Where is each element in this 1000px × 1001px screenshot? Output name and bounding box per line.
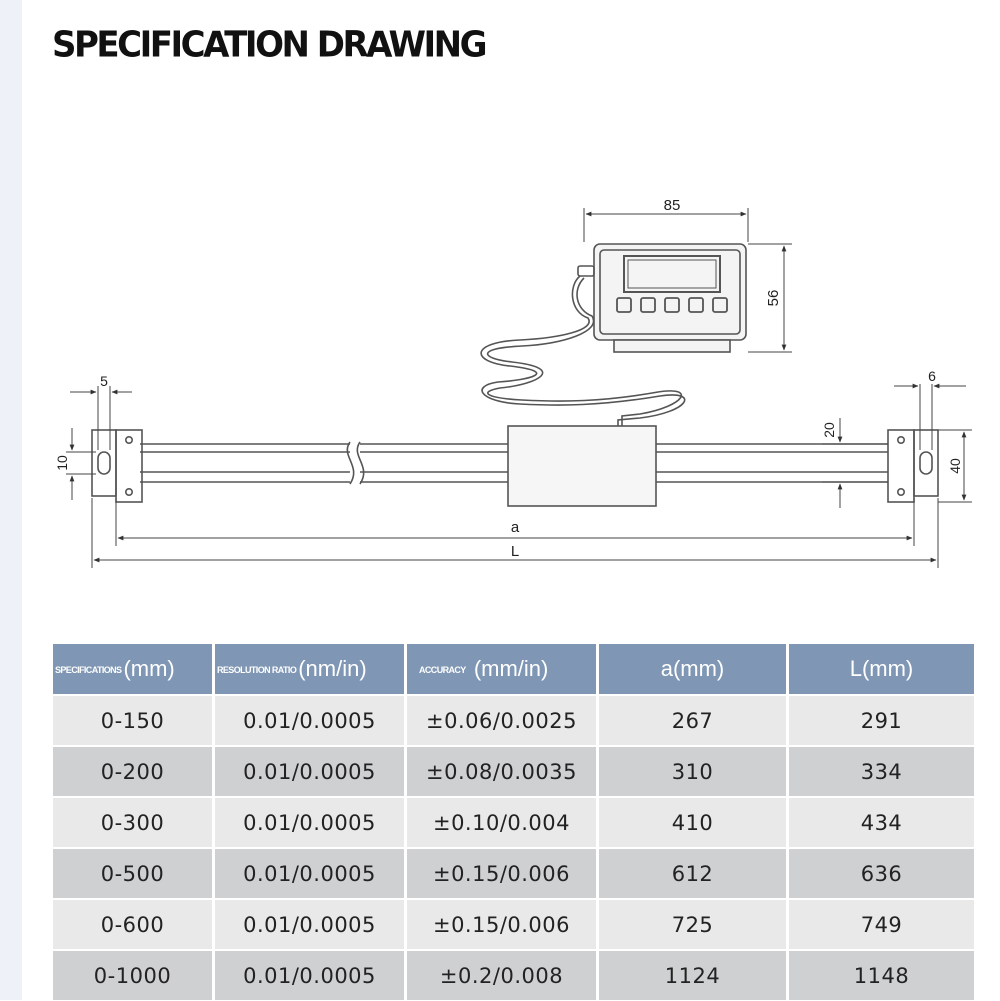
cell-spec: 0-300 [52, 797, 214, 848]
cell-accuracy: ±0.15/0.006 [406, 848, 598, 899]
cell-spec: 0-500 [52, 848, 214, 899]
header-a: a(mm) [598, 644, 788, 695]
cell-resolution: 0.01/0.0005 [214, 848, 406, 899]
table-row [52, 797, 976, 848]
specification-table [50, 644, 977, 1001]
digital-readout-display [578, 244, 746, 352]
cell-a: 1124 [598, 950, 788, 1001]
dim-label-85: 85 [663, 197, 681, 214]
dim-label-56: 56 [765, 289, 782, 307]
cell-accuracy: ±0.08/0.0035 [406, 746, 598, 797]
cell-L: 636 [788, 848, 976, 899]
cell-resolution: 0.01/0.0005 [214, 950, 406, 1001]
cell-spec: 0-1000 [52, 950, 214, 1001]
dim-label-20: 20 [821, 422, 837, 438]
table-row [52, 746, 976, 797]
right-end-bracket [888, 430, 938, 502]
dim-label-5: 5 [100, 373, 108, 389]
page-title: SPECIFICATION DRAWING [52, 24, 485, 66]
cell-spec: 0-200 [52, 746, 214, 797]
cell-accuracy: ±0.15/0.006 [406, 899, 598, 950]
cell-resolution: 0.01/0.0005 [214, 899, 406, 950]
cell-accuracy: ±0.2/0.008 [406, 950, 598, 1001]
dim-label-a: a [510, 519, 520, 536]
reading-head [508, 426, 656, 506]
cell-spec: 0-150 [52, 695, 214, 746]
cell-a: 410 [598, 797, 788, 848]
cell-L: 434 [788, 797, 976, 848]
cell-a: 725 [598, 899, 788, 950]
cell-resolution: 0.01/0.0005 [214, 797, 406, 848]
table-header-row [52, 644, 976, 695]
table-row [52, 950, 976, 1001]
cell-spec: 0-600 [52, 899, 214, 950]
cell-resolution: 0.01/0.0005 [214, 695, 406, 746]
specification-drawing [0, 180, 1000, 580]
table-row [52, 695, 976, 746]
dim-label-6: 6 [928, 368, 936, 384]
header-resolution: RESOLUTION RATIO(nm/in) [214, 644, 406, 695]
header-specifications: SPECIFICATIONS(mm) [52, 644, 214, 695]
dim-label-L: L [510, 543, 520, 560]
cell-a: 267 [598, 695, 788, 746]
left-end-bracket [92, 430, 142, 502]
cell-L: 1148 [788, 950, 976, 1001]
header-L: L(mm) [788, 644, 976, 695]
dimension-lines [66, 208, 972, 568]
dim-label-40: 40 [947, 458, 963, 474]
cell-L: 749 [788, 899, 976, 950]
cell-a: 310 [598, 746, 788, 797]
cell-resolution: 0.01/0.0005 [214, 746, 406, 797]
header-accuracy: ACCURACY (mm/in) [406, 644, 598, 695]
cell-accuracy: ±0.10/0.004 [406, 797, 598, 848]
cell-a: 612 [598, 848, 788, 899]
table-row [52, 848, 976, 899]
table-row [52, 899, 976, 950]
cell-accuracy: ±0.06/0.0025 [406, 695, 598, 746]
dim-label-10: 10 [54, 455, 70, 471]
cell-L: 334 [788, 746, 976, 797]
cell-L: 291 [788, 695, 976, 746]
